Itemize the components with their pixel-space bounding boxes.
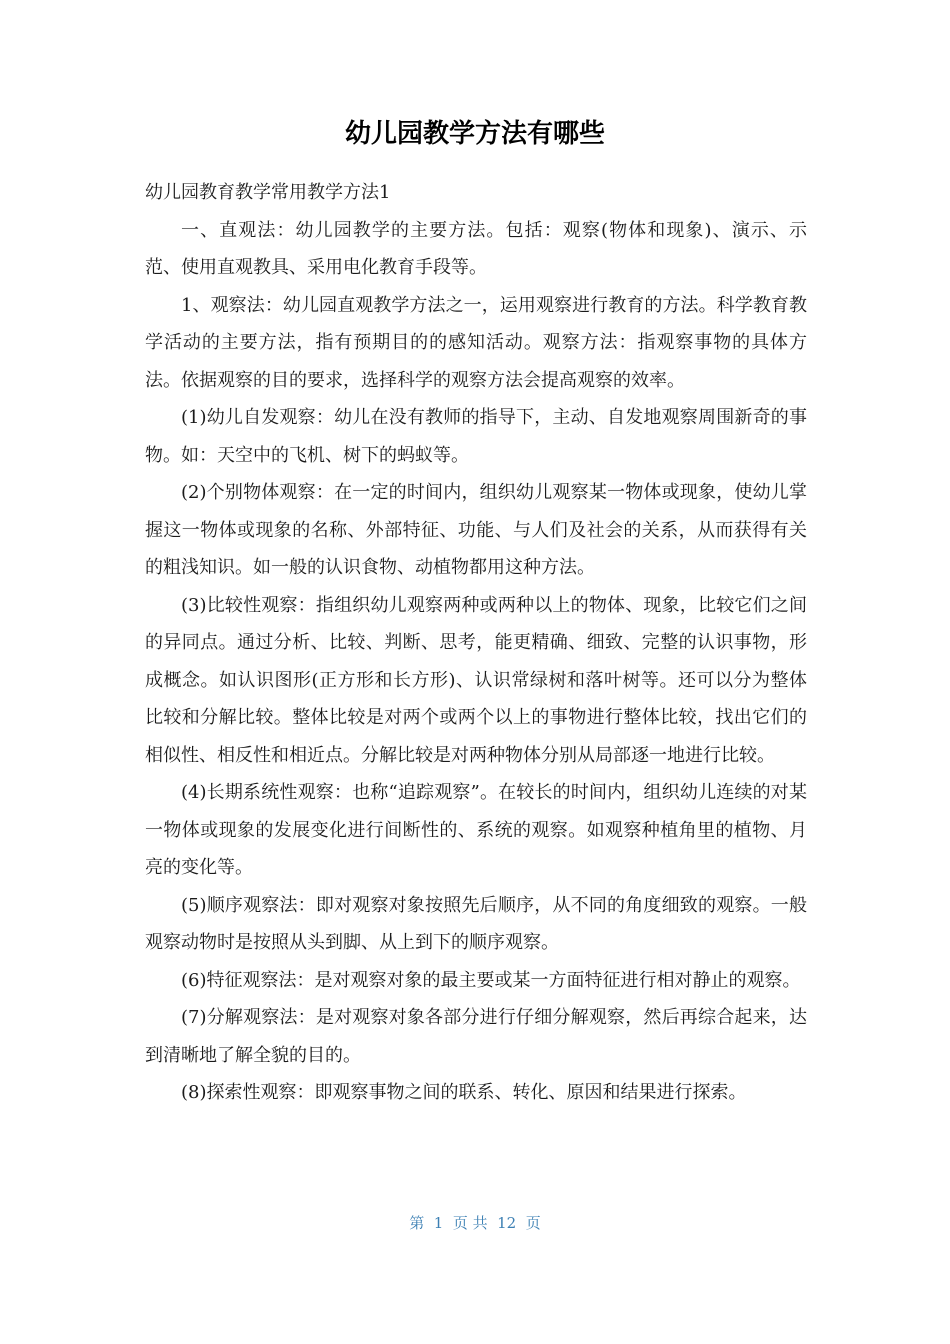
- paragraph-2: 1、观察法：幼儿园直观教学方法之一，运用观察进行教育的方法。科学教育教学活动的主要方法，指有预期目的的感知活动。观察方法：指观察事物的具体方法。依据观察的目的要求，选择科学的观察方法会提高观察的效率。: [145, 294, 807, 391]
- paragraph-1: 一、直观法：幼儿园教学的主要方法。包括：观察(物体和现象)、演示、示范、使用直观教具、采用电化教育手段等。: [145, 219, 807, 278]
- document-title: 幼儿园教学方法有哪些: [344, 119, 605, 149]
- paragraph-10: (8)探索性观察：即观察事物之间的联系、转化、原因和结果进行探索。: [181, 1082, 747, 1103]
- paragraph-8: (6)特征观察法：是对观察对象的最主要或某一方面特征进行相对静止的观察。: [181, 969, 801, 991]
- section-heading: 幼儿园教育教学常用教学方法1: [145, 182, 391, 203]
- paragraph-9: (7)分解观察法：是对观察对象各部分进行仔细分解观察，然后再综合起来，达到清晰地了解全貌的目的。: [145, 1007, 807, 1066]
- page-footer: 第 1 页 共 12 页: [409, 1214, 541, 1232]
- document-body: [145, 174, 807, 1112]
- paragraph-4: (2)个别物体观察：在一定的时间内，组织幼儿观察某一物体或现象，使幼儿掌握这一物体或现象的名称、外部特征、功能、与人们及社会的关系，从而获得有关的粗浅知识。如一般的认识食物、动植物都用这种方法。: [145, 482, 807, 578]
- paragraph-7: (5)顺序观察法：即对观察对象按照先后顺序，从不同的角度细致的观察。一般观察动物时是按照从头到脚、从上到下的顺序观察。: [145, 894, 807, 953]
- paragraph-5: (3)比较性观察：指组织幼儿观察两种或两种以上的物体、现象，比较它们之间的异同点。通过分析、比较、判断、思考，能更精确、细致、完整的认识事物，形成概念。如认识图形(正方形和长方形)、认识常绿树和落叶树等。还可以分为整体比较和分解比较。整体比较是对两个或两个以上的事物进行整体比较，找出它们的相似性、相反性和相近点。分解比较是对两种物体分别从局部逐一地进行比较。: [145, 594, 807, 766]
- paragraph-6: (4)长期系统性观察：也称“追踪观察”。在较长的时间内，组织幼儿连续的对某一物体或现象的发展变化进行间断性的、系统的观察。如观察种植角里的植物、月亮的变化等。: [145, 782, 807, 878]
- paragraph-3: (1)幼儿自发观察：幼儿在没有教师的指导下，主动、自发地观察周围新奇的事物。如：天空中的飞机、树下的蚂蚁等。: [145, 407, 807, 466]
